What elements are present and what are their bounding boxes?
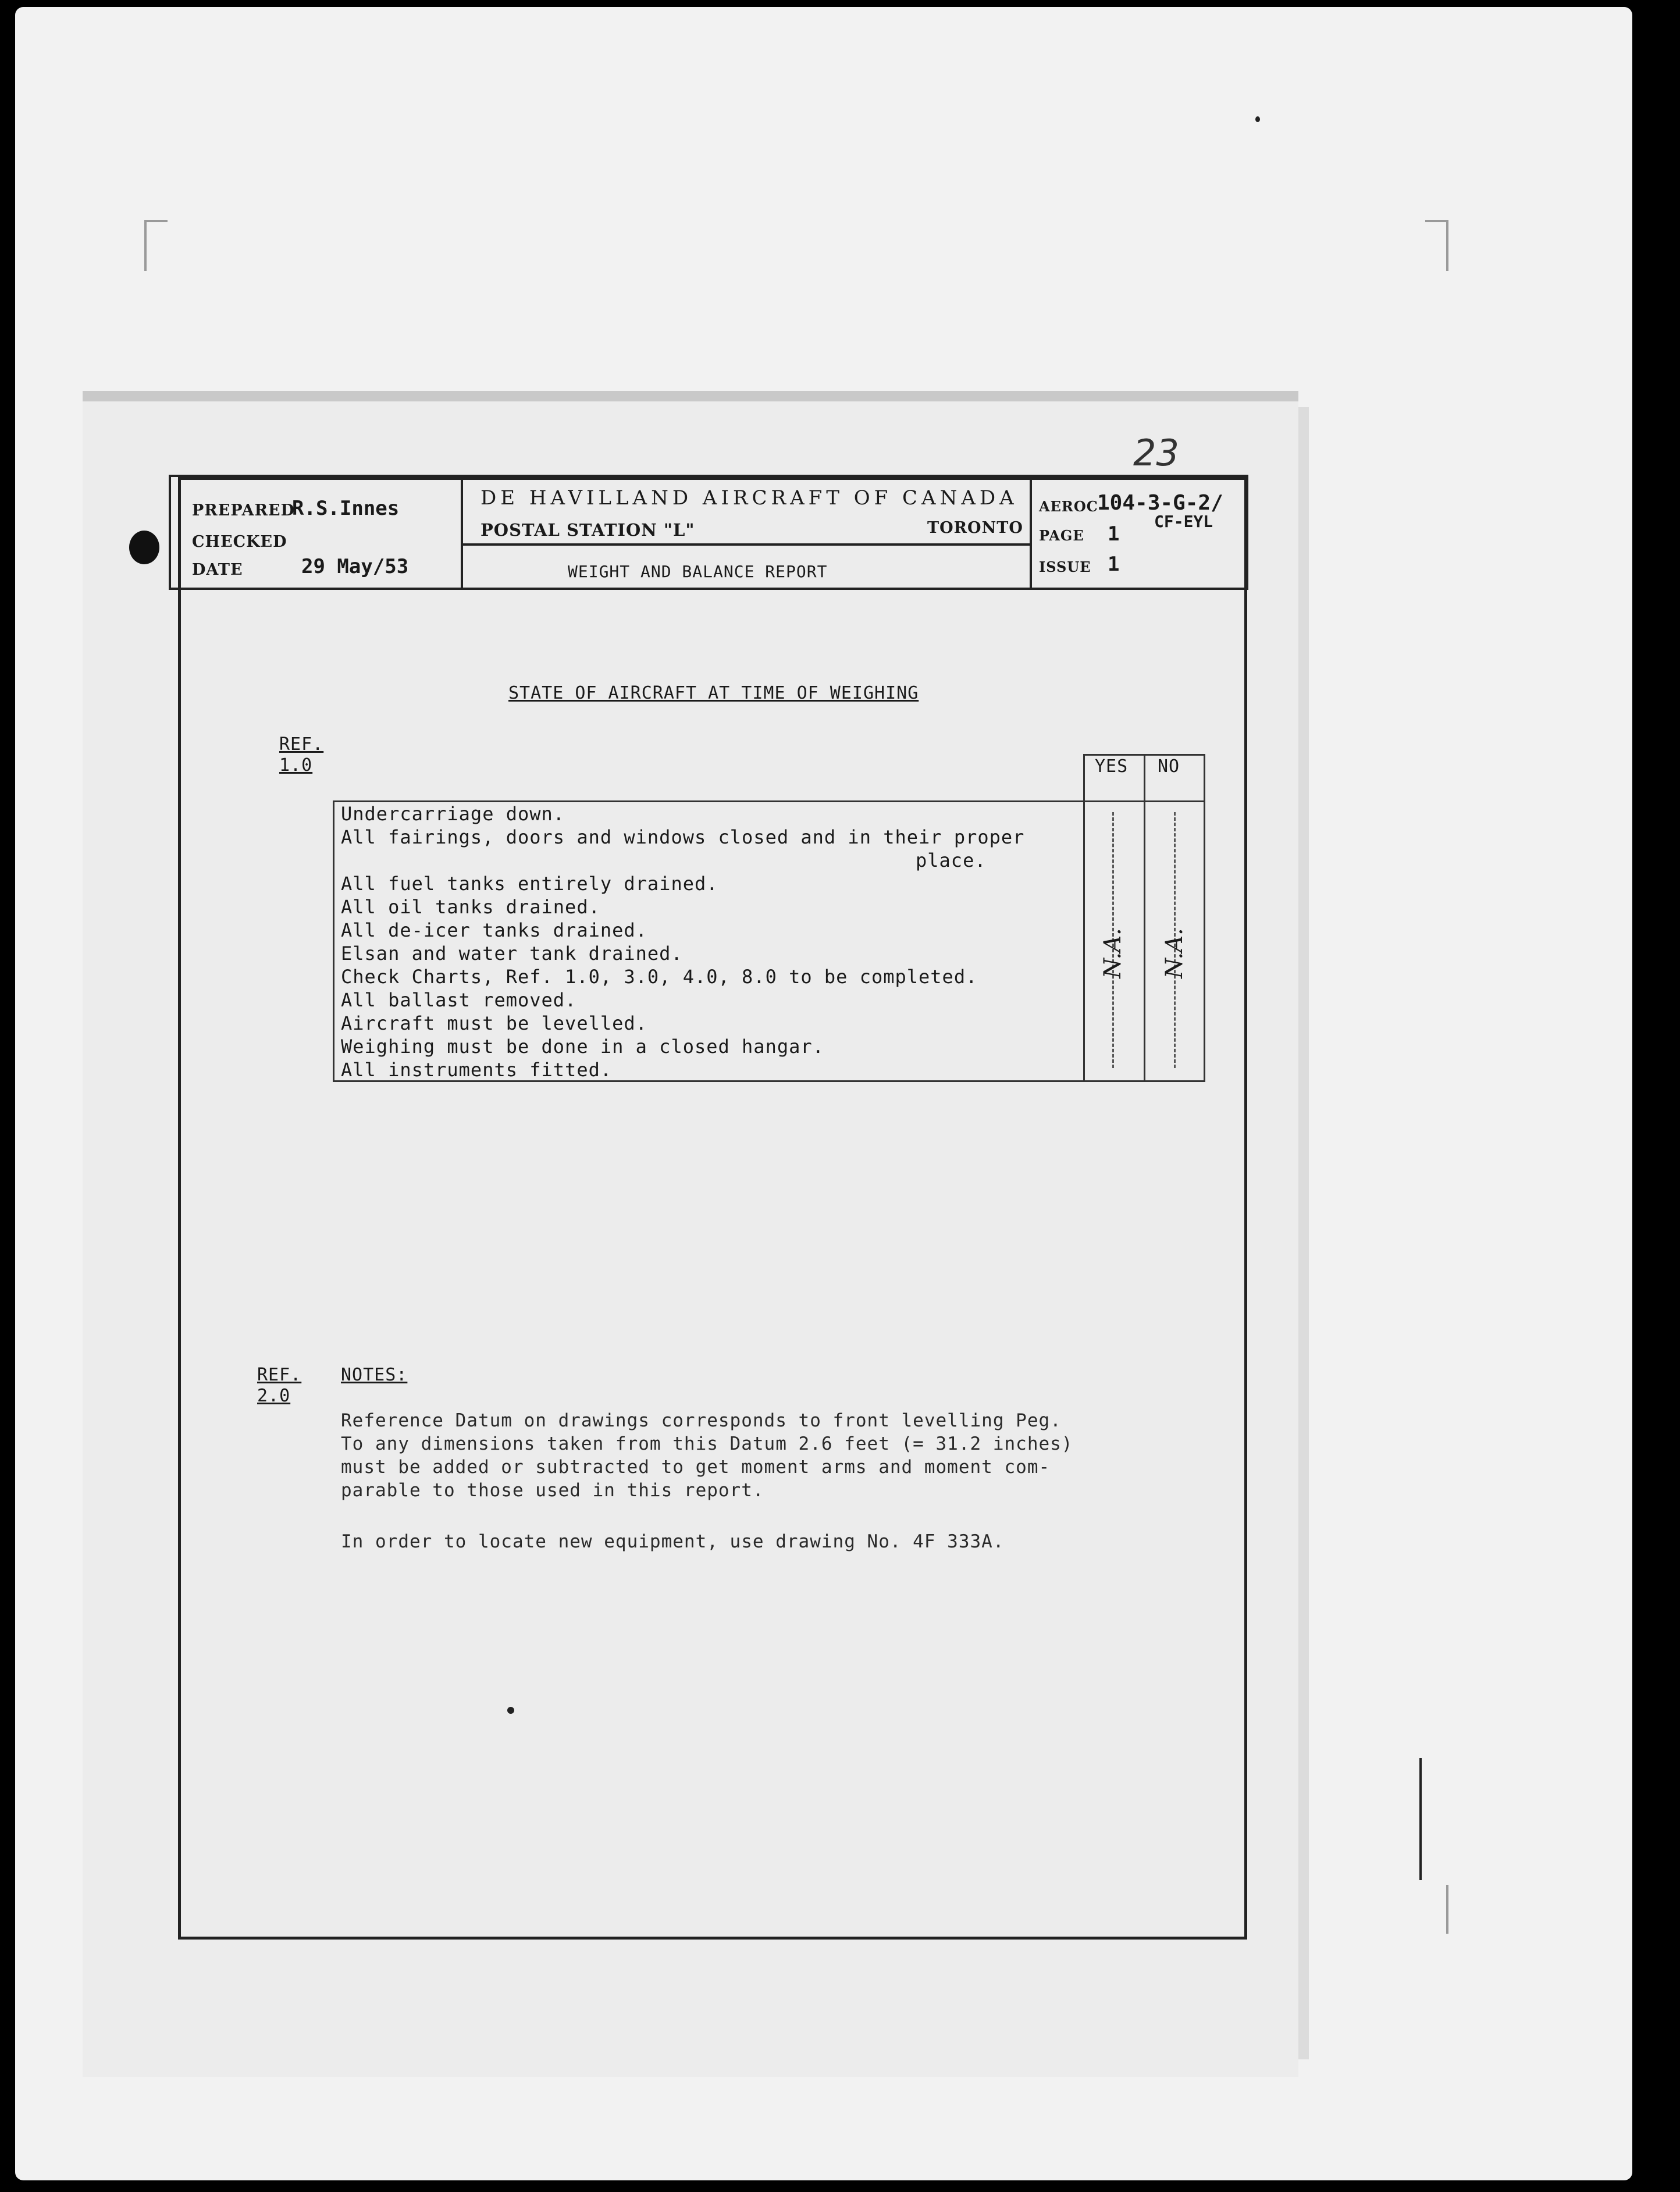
punch-hole <box>129 531 159 564</box>
report-title: WEIGHT AND BALANCE REPORT <box>568 562 828 581</box>
ref1-number: 1.0 <box>279 755 313 775</box>
equipment-note: In order to locate new equipment, use drawing No. 4F 333A. <box>341 1531 1005 1552</box>
sheet-edge-shadow <box>1298 407 1309 2059</box>
crop-mark-top-right <box>1425 220 1448 271</box>
checklist-item: All oil tanks drained. <box>341 896 600 918</box>
speck <box>507 1707 514 1714</box>
checklist-col-divider-2 <box>1144 754 1145 1082</box>
crop-mark-top-left <box>144 220 168 271</box>
ref1-label: REF. <box>279 734 324 755</box>
prepared-value: R.S.Innes <box>292 497 400 520</box>
checklist-item: place. <box>916 849 987 871</box>
notes-title: NOTES: <box>341 1365 408 1385</box>
section-title: STATE OF AIRCRAFT AT TIME OF WEIGHING <box>508 683 919 703</box>
ref2-label: REF. <box>257 1365 302 1385</box>
aeroc-label: AEROC <box>1039 498 1098 515</box>
checklist-item: Check Charts, Ref. 1.0, 3.0, 4.0, 8.0 to be completed. <box>341 966 978 988</box>
checklist-item: All instruments fitted. <box>341 1059 613 1081</box>
notes-line: Reference Datum on drawings corresponds to front levelling Peg. <box>341 1410 1062 1431</box>
header-divider <box>461 543 1032 546</box>
issue-value: 1 <box>1108 553 1120 576</box>
registration: CF-EYL <box>1154 512 1213 531</box>
ref2-number: 2.0 <box>257 1386 291 1406</box>
no-na-mark: N.A. <box>1161 928 1188 978</box>
checklist-item: All fuel tanks entirely drained. <box>341 873 718 895</box>
page-value: 1 <box>1108 522 1120 546</box>
date-label: DATE <box>192 561 243 579</box>
checklist-item: Weighing must be done in a closed hangar. <box>341 1035 824 1058</box>
checklist-item: Undercarriage down. <box>341 803 565 825</box>
prepared-label: PREPARED <box>192 501 296 519</box>
notes-line: parable to those used in this report. <box>341 1480 764 1501</box>
date-value: 29 May/53 <box>301 555 409 578</box>
yes-column-header: YES <box>1095 756 1129 777</box>
city: TORONTO <box>927 519 1023 537</box>
postal-station: POSTAL STATION "L" <box>480 520 695 540</box>
checklist-col-divider-1 <box>1083 754 1085 1082</box>
handwritten-page-number: 23 <box>1133 432 1179 474</box>
checklist-item: All de-icer tanks drained. <box>341 919 647 941</box>
checklist-item: All fairings, doors and windows closed and in their proper <box>341 826 1025 848</box>
checked-label: CHECKED <box>192 533 287 551</box>
crop-mark-bottom-right <box>1425 1885 1448 1934</box>
page-label: PAGE <box>1039 527 1084 544</box>
aeroc-value: 104-3-G-2/ <box>1097 491 1223 515</box>
issue-label: ISSUE <box>1039 558 1091 575</box>
notes-line: To any dimensions taken from this Datum 2.6 feet (= 31.2 inches) <box>341 1433 1073 1454</box>
checklist-item: Aircraft must be levelled. <box>341 1012 647 1034</box>
film-scratch <box>1419 1758 1422 1880</box>
notes-line: must be added or subtracted to get moment arms and moment com- <box>341 1457 1051 1478</box>
speck <box>1255 116 1260 122</box>
no-column-header: NO <box>1158 756 1180 777</box>
company-name: DE HAVILLAND AIRCRAFT OF CANADA <box>480 486 1018 510</box>
yes-na-mark: N.A. <box>1099 928 1126 978</box>
checklist-item: Elsan and water tank drained. <box>341 942 683 965</box>
checklist-item: All ballast removed. <box>341 989 577 1011</box>
